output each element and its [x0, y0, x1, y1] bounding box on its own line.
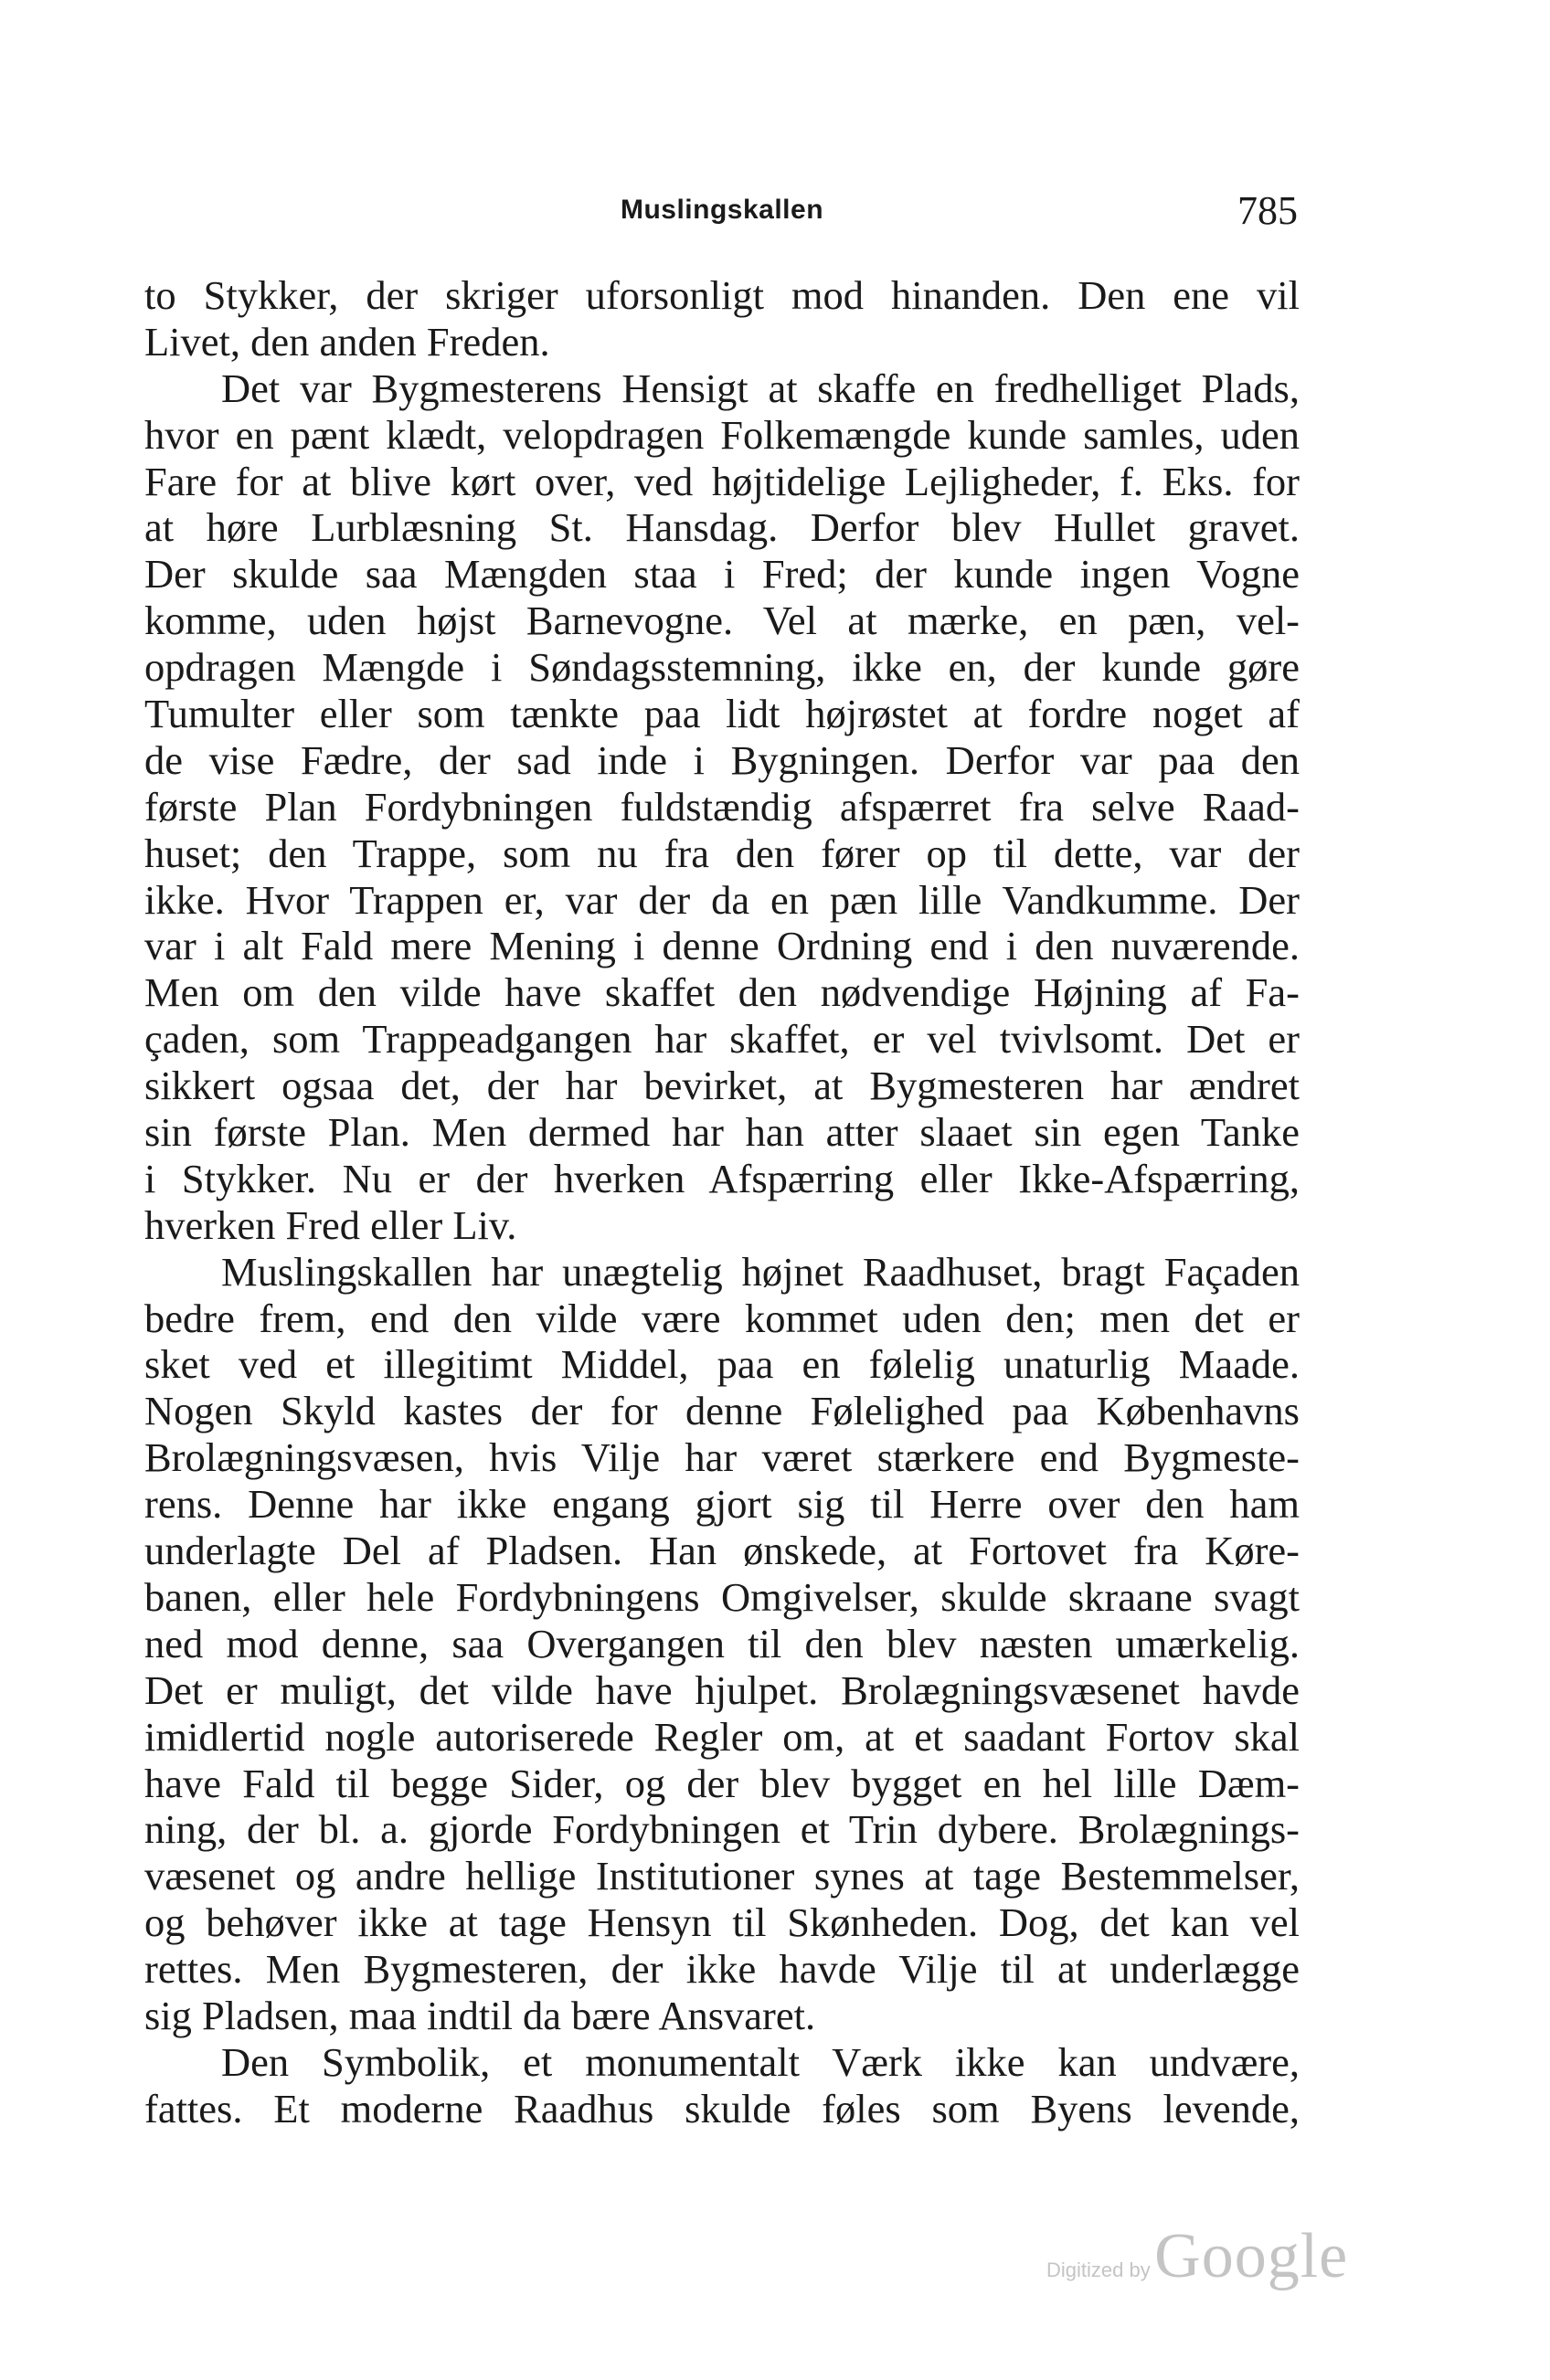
text-line: komme, uden højst Barnevogne. Vel at mærke, en pæn, vel- — [144, 598, 1300, 644]
text-line: Fare for at blive kørt over, ved højtidelige Lejligheder, f. Eks. for — [144, 458, 1300, 504]
text-line: Der skulde saa Mængden staa i Fred; der kunde ingen Vogne — [144, 551, 1300, 598]
text-line: Tumulter eller som tænkte paa lidt højrøstet at fordre noget af — [144, 691, 1300, 737]
digitized-watermark — [1046, 2220, 1348, 2293]
text-line: bedre frem, end den vilde være kommet uden den; men det er — [144, 1295, 1300, 1341]
text-line: sin første Plan. Men dermed har han atter slaaet sin egen Tanke — [144, 1109, 1300, 1156]
running-title: Muslingskallen — [620, 195, 824, 225]
text-line: opdragen Mængde i Søndagsstemning, ikke en, der kunde gøre — [144, 644, 1300, 691]
text-line: var i alt Fald mere Mening i denne Ordning end i den nuværende. — [144, 923, 1300, 969]
text-line: hvor en pænt klædt, velopdragen Folkemængde kunde samles, uden — [144, 411, 1300, 458]
text-line: væsenet og andre hellige Institutioner synes at tage Bestemmelser, — [144, 1853, 1300, 1899]
text-line: sig Pladsen, maa indtil da bære Ansvaret. — [144, 1992, 816, 2038]
text-line: çaden, som Trappeadgangen har skaffet, er vel tvivlsomt. Det er — [144, 1016, 1300, 1063]
text-line: Den Symbolik, et monumentalt Værk ikke kan undvære, — [221, 2038, 1300, 2085]
google-logo: Google — [1154, 2221, 1349, 2291]
text-line: ned mod denne, saa Overgangen til den blev næsten umærkelig. — [144, 1620, 1300, 1666]
text-line: hverken Fred eller Liv. — [144, 1201, 517, 1248]
text-line: to Stykker, der skriger uforsonligt mod hinanden. Den ene vil — [144, 272, 1300, 318]
text-line: imidlertid nogle autoriserede Regler om, at et saadant Fortov skal — [144, 1713, 1300, 1760]
text-line: og behøver ikke at tage Hensyn til Skønheden. Dog, det kan vel — [144, 1899, 1300, 1946]
text-line: ning, der bl. a. gjorde Fordybningen et Trin dybere. Brolægnings- — [144, 1806, 1300, 1853]
text-line: underlagte Del af Pladsen. Han ønskede, at Fortovet fra Køre- — [144, 1528, 1300, 1574]
digitized-by-text: Digitized by — [1046, 2258, 1151, 2281]
text-line: rens. Denne har ikke engang gjort sig til Herre over den ham — [144, 1481, 1300, 1528]
text-line: Det er muligt, det vilde have hjulpet. Brolægningsvæsenet havde — [144, 1666, 1300, 1713]
text-line: Men om den vilde have skaffet den nødvendige Højning af Fa- — [144, 969, 1300, 1016]
text-line: Nogen Skyld kastes der for denne Følelighed paa Københavns — [144, 1388, 1300, 1434]
text-line: de vise Fædre, der sad inde i Bygningen. Derfor var paa den — [144, 736, 1300, 783]
text-line: sikkert ogsaa det, der har bevirket, at Bygmesteren har ændret — [144, 1063, 1300, 1109]
page-number: 785 — [1237, 188, 1298, 233]
text-line: fattes. Et moderne Raadhus skulde føles som Byens levende, — [144, 2085, 1300, 2131]
body-text — [144, 272, 1300, 2132]
running-head — [146, 187, 1298, 242]
text-line: at høre Lurblæsning St. Hansdag. Derfor blev Hullet gravet. — [144, 504, 1300, 551]
text-line: banen, eller hele Fordybningens Omgivelser, skulde skraane svagt — [144, 1573, 1300, 1620]
text-line: Brolægningsvæsen, hvis Vilje har været stærkere end Bygmeste- — [144, 1434, 1300, 1481]
text-line: Muslingskallen har unægtelig højnet Raadhuset, bragt Façaden — [221, 1248, 1300, 1295]
text-line: ikke. Hvor Trappen er, var der da en pæn lille Vandkumme. Der — [144, 876, 1300, 923]
text-line: i Stykker. Nu er der hverken Afspærring eller Ikke-Afspærring, — [144, 1155, 1300, 1201]
text-line: have Fald til begge Sider, og der blev bygget en hel lille Dæm- — [144, 1760, 1300, 1806]
text-line: Det var Bygmesterens Hensigt at skaffe en fredhelliget Plads, — [221, 365, 1300, 411]
text-line: sket ved et illegitimt Middel, paa en følelig unaturlig Maade. — [144, 1341, 1300, 1388]
text-line: rettes. Men Bygmesteren, der ikke havde Vilje til at underlægge — [144, 1946, 1300, 1993]
text-line: første Plan Fordybningen fuldstændig afspærret fra selve Raad- — [144, 783, 1300, 830]
text-line: huset; den Trappe, som nu fra den fører op til dette, var der — [144, 830, 1300, 876]
text-line: Livet, den anden Freden. — [144, 318, 550, 365]
